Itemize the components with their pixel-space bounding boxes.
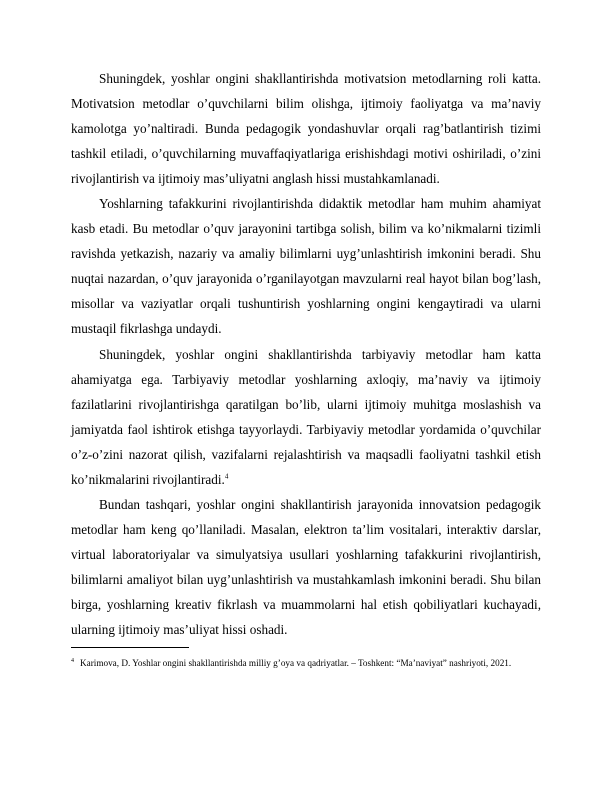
footnote-separator xyxy=(71,647,189,648)
paragraph-educational-methods xyxy=(71,342,541,492)
footnote xyxy=(71,654,541,673)
footnote-number: 4 xyxy=(71,658,74,665)
paragraph-motivational-methods xyxy=(71,66,541,191)
paragraph-text: Shuningdek, yoshlar ongini shakllantirishda motivatsion metodlarning roli katta. Motivatsion metodlar o’quvchilarni bilim olishga, ijtimoiy faoliyatga va ma’naviy kamolotga yo’naltiradi. Bunda pedagogik yondashuvlar orqali rag’batlantirish tizimi tashkil etiladi, o’quvchilarning muvaffaqiyatlariga erishishdagi motivi oshiriladi, o’zini rivojlantirish va ijtimoiy mas’uliyatni anglash hissi mustahkamlanadi. xyxy=(71,71,541,187)
paragraph-text: Shuningdek, yoshlar ongini shakllantirishda tarbiyaviy metodlar ham katta ahamiyatga ega. Tarbiyaviy metodlar yoshlarning axloqiy, ma’naviy va ijtimoiy fazilatlarini rivojlantirishga qaratilgan bo’lib, ularni ijtimoiy muhitga moslashish va jamiyatda faol ishtirok etishga tayyorlaydi. Tarbiyaviy metodlar yordamida o’quvchilar o’z-o’zini nazorat qilish, vazifalarni rejalashtirish va maqsadli faoliyatni tashkil etish ko’nikmalarini rivojlantiradi. xyxy=(71,346,541,487)
paragraph-didactic-methods xyxy=(71,191,541,341)
footnote-reference[interactable]: 4 xyxy=(224,472,229,481)
document-page xyxy=(71,66,541,673)
paragraph-innovative-methods xyxy=(71,492,541,642)
paragraph-text: Bundan tashqari, yoshlar ongini shakllantirish jarayonida innovatsion pedagogik metodlar ham keng qo’llaniladi. Masalan, elektron ta’lim vositalari, interaktiv darslar, virtual laboratoriyalar va simulyatsiya usullari yoshlarning tafakkurini rivojlantirish, bilimlarni amaliyot bilan uyg’unlashtirish va mustahkamlash imkonini beradi. Shu bilan birga, yoshlarning kreativ fikrlash va muammolarni hal etish qobiliyatlari kuchayadi, ularning ijtimoiy mas’uliyat hissi oshadi. xyxy=(71,496,541,638)
paragraph-text: Yoshlarning tafakkurini rivojlantirishda didaktik metodlar ham muhim ahamiyat kasb etadi. Bu metodlar o’quv jarayonini tartibga solish, bilim va ko’nikmalarni tizimli ravishda yetkazish, nazariy va amaliy bilimlarni uyg’unlashtirish imkonini beradi. Shu nuqtai nazardan, o’quv jarayonida o’rganilayotgan mavzularni real hayot bilan bog’lash, misollar va vaziyatlar orqali tushuntirish yoshlarning ongini kengaytiradi va ularni mustaqil fikrlashga undaydi. xyxy=(71,196,541,337)
footnote-text: Karimova, D. Yoshlar ongini shakllantirishda milliy g’oya va qadriyatlar. – Toshkent: “Ma’naviyat” nashriyoti, 2021. xyxy=(80,658,512,669)
